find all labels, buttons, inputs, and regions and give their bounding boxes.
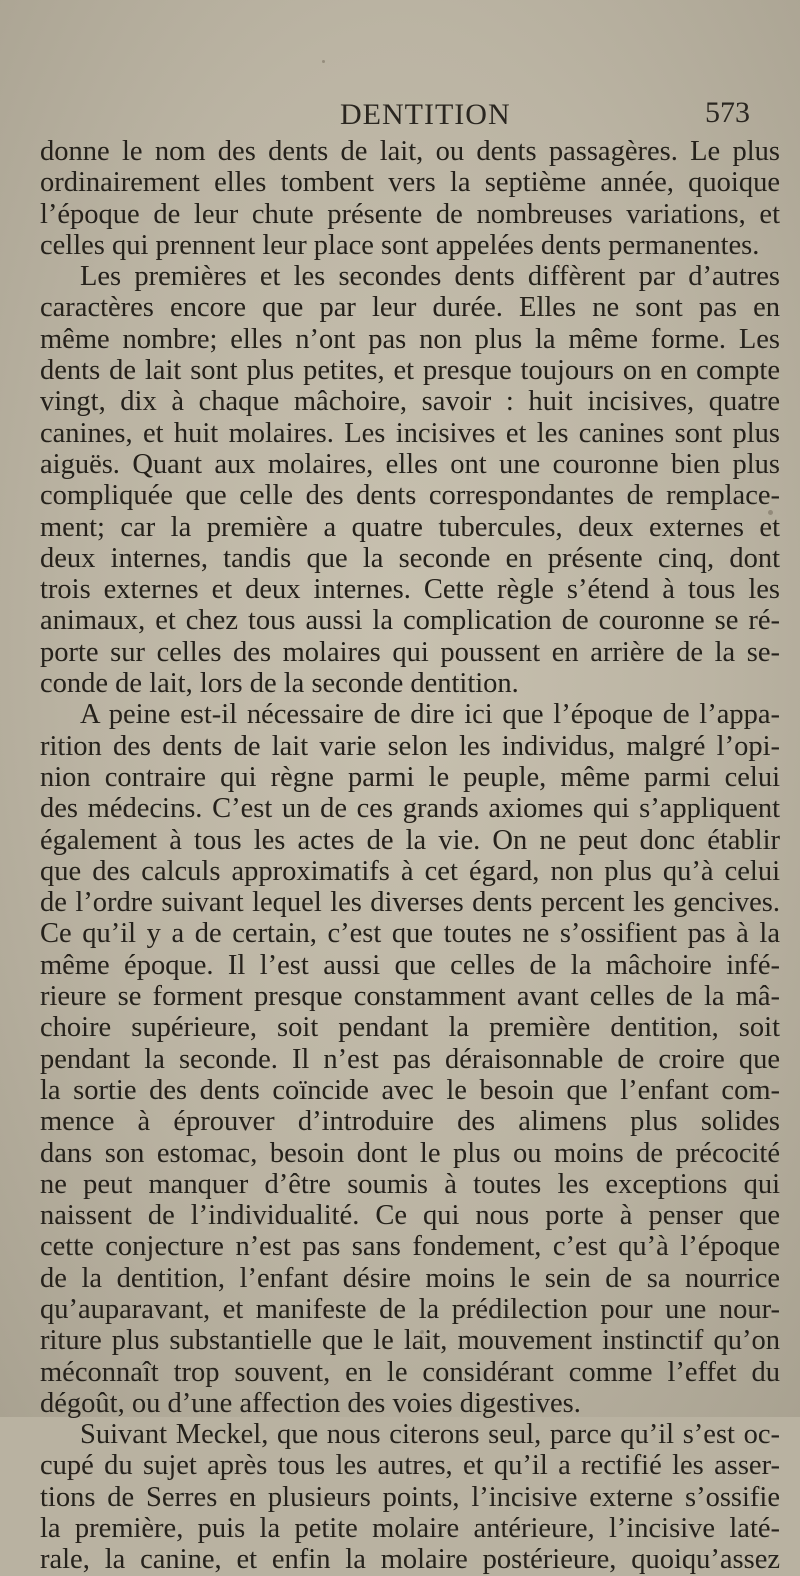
text-line: donne le nom des dents de lait, ou dents passagères. Le plus [40, 136, 780, 167]
text-line: canines, et huit molaires. Les incisives et les canines sont plus [40, 417, 780, 449]
text-line: naissent de l’individualité. Ce qui nous porte à penser que [40, 1200, 780, 1232]
text-line: pendant la seconde. Il n’est pas déraisonnable de croire que [40, 1043, 780, 1075]
page-number: 573 [705, 96, 750, 129]
text-line: que des calculs approximatifs à cet égard, non plus qu’à celui [40, 855, 780, 887]
text-line: cupé du sujet après tous les autres, et qu’il a rectifié les asser- [40, 1450, 780, 1482]
text-line: rale, la canine, et enfin la molaire postérieure, quoiqu’assez [40, 1544, 780, 1576]
text-line: Suivant Meckel, que nous citerons seul, parce qu’il s’est oc- [80, 1419, 780, 1451]
text-line: vingt, dix à chaque mâchoire, savoir : huit incisives, quatre [40, 386, 780, 418]
text-line: ne peut manquer d’être soumis à toutes les exceptions qui [40, 1168, 780, 1200]
body-text [40, 136, 780, 1576]
text-line: aiguës. Quant aux molaires, elles ont une couronne bien plus [40, 448, 780, 480]
text-line: rition des dents de lait varie selon les individus, malgré l’opi- [40, 730, 780, 762]
text-line: riture plus substantielle que le lait, mouvement instinctif qu’on [40, 1325, 780, 1357]
text-line: la première, puis la petite molaire antérieure, l’incisive laté- [40, 1513, 780, 1545]
text-line: A peine est-il nécessaire de dire ici que l’époque de l’appa- [80, 699, 780, 731]
text-line: conde de lait, lors de la seconde dentition. [40, 668, 519, 700]
text-line: mence à éprouver d’introduire des alimens plus solides [40, 1106, 780, 1138]
text-line: compliquée que celle des dents correspondantes de remplace- [40, 480, 780, 512]
running-title: DENTITION [340, 98, 511, 131]
text-line: dents de lait sont plus petites, et presque toujours on en compte [40, 355, 780, 387]
text-line: l’époque de leur chute présente de nombreuses variations, et [40, 198, 780, 230]
text-line: tions de Serres en plusieurs points, l’incisive externe s’ossifie [40, 1481, 780, 1513]
text-line: porte sur celles des molaires qui poussent en arrière de la se- [40, 636, 780, 668]
text-line: nion contraire qui règne parmi le peuple, même parmi celui [40, 761, 780, 793]
paper-spot [322, 60, 325, 63]
text-line: la sortie des dents coïncide avec le besoin que l’enfant com- [40, 1074, 780, 1106]
text-line: qu’auparavant, et manifeste de la prédilection pour une nour- [40, 1293, 780, 1325]
text-line: de l’ordre suivant lequel les diverses dents percent les gencives. [40, 887, 780, 919]
text-line: rieure se forment presque constamment avant celles de la mâ- [40, 981, 780, 1013]
text-line: des médecins. C’est un de ces grands axiomes qui s’appliquent [40, 793, 780, 825]
text-line: dans son estomac, besoin dont le plus ou moins de précocité [40, 1137, 780, 1169]
text-line: deux internes, tandis que la seconde en présente cinq, dont [40, 542, 780, 574]
text-line: animaux, et chez tous aussi la complication de couronne se ré- [40, 605, 780, 637]
text-line: choire supérieure, soit pendant la première dentition, soit [40, 1012, 780, 1044]
text-line: dégoût, ou d’une affection des voies digestives. [40, 1387, 581, 1419]
text-line: également à tous les actes de la vie. On ne peut donc établir [40, 824, 780, 856]
text-line: caractères encore que par leur durée. Elles ne sont pas en [40, 292, 780, 324]
text-line: même époque. Il l’est aussi que celles de la mâchoire infé- [40, 949, 780, 981]
text-line: ment; car la première a quatre tubercules, deux externes et [40, 511, 780, 543]
text-line: ordinairement elles tombent vers la septième année, quoique [40, 167, 780, 199]
text-line: cette conjecture n’est pas sans fondement, c’est qu’à l’époque [40, 1231, 780, 1263]
text-line: trois externes et deux internes. Cette règle s’étend à tous les [40, 574, 780, 606]
page-header [60, 96, 750, 140]
text-line: celles qui prennent leur place sont appelées dents permanentes. [40, 229, 760, 261]
text-line: de la dentition, l’enfant désire moins le sein de sa nourrice [40, 1262, 780, 1294]
text-line: méconnaît trop souvent, en le considérant comme l’effet du [40, 1356, 780, 1388]
text-line: même nombre; elles n’ont pas non plus la même forme. Les [40, 323, 780, 355]
text-line: Les premières et les secondes dents diffèrent par d’autres [80, 261, 780, 293]
text-line: Ce qu’il y a de certain, c’est que toutes ne s’ossifient pas à la [40, 918, 780, 950]
